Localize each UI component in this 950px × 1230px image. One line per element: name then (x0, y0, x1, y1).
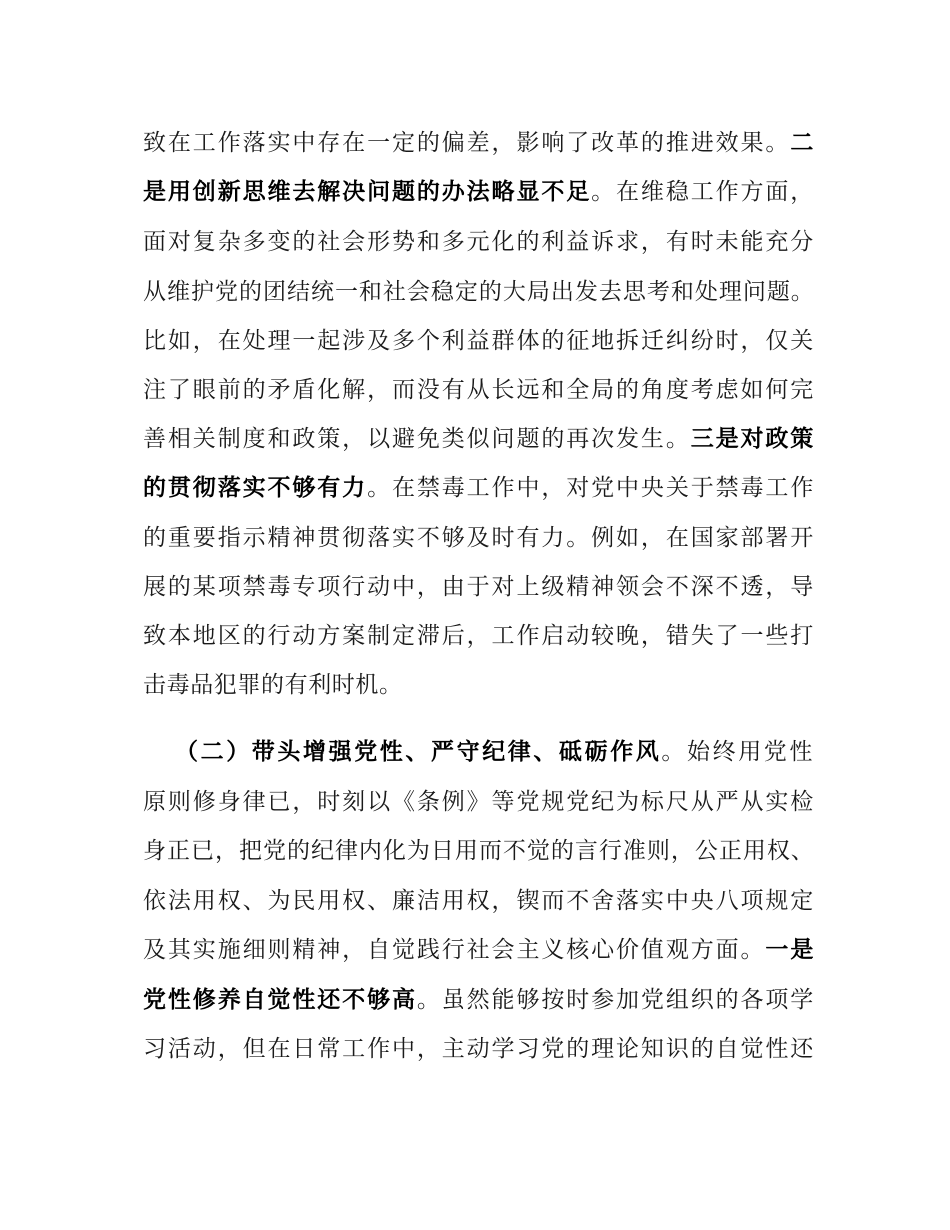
bold-segment: 三是对政策 (690, 426, 816, 452)
text-segment: 比如，在处理一起涉及多个利益群体的征地拆迁纠纷时，仅关 (143, 328, 816, 354)
text-line (143, 366, 815, 414)
text-segment: 善相关制度和政策，以避免类似问题的再次发生。 (143, 426, 691, 452)
text-line (143, 563, 815, 611)
text-line (175, 728, 815, 776)
text-line (143, 464, 815, 512)
text-line (143, 514, 815, 562)
text-segment: 的重要指示精神贯彻落实不够及时有力。例如，在国家部署开 (143, 525, 816, 551)
text-line (143, 926, 815, 974)
text-segment: 击毒品犯罪的有利时机。 (143, 672, 403, 698)
text-segment: 展的某项禁毒专项行动中，由于对上级精神领会不深不透，导 (143, 574, 816, 600)
text-line (143, 778, 815, 826)
text-line (143, 1025, 815, 1073)
section-heading: （二）带头增强党性、严守纪律、砥砺作风 (175, 739, 662, 765)
text-line (143, 119, 815, 167)
text-line (143, 661, 403, 709)
text-segment: 从维护党的团结统一和社会稳定的大局出发去思考和处理问题。 (143, 279, 815, 305)
text-segment: 面对复杂多变的社会形势和多元化的利益诉求，有时未能充分 (143, 229, 816, 255)
text-segment: 致在工作落实中存在一定的偏差，影响了改革的推进效果。 (143, 130, 791, 156)
text-segment: 依法用权、为民用权、廉洁用权，锲而不舍落实中央八项规定 (143, 888, 816, 914)
text-line (143, 268, 815, 316)
text-segment: 。始终用党性 (661, 739, 816, 765)
text-segment: 原则修身律已，时刻以《条例》等党规党纪为标尺从严从实检 (143, 789, 816, 815)
text-line (143, 827, 815, 875)
text-line (143, 168, 815, 216)
text-segment: 。虽然能够按时参加党组织的各项学 (416, 987, 816, 1013)
bold-segment: 二 (790, 130, 816, 156)
text-line (143, 218, 815, 266)
text-line (143, 317, 815, 365)
text-segment: 。在禁毒工作中，对党中央关于禁毒工作 (367, 475, 816, 501)
text-line (143, 976, 815, 1024)
text-segment: 。在维稳工作方面， (591, 179, 816, 205)
text-segment: 注了眼前的矛盾化解，而没有从长远和全局的角度考虑如何完 (143, 377, 816, 403)
bold-segment: 是用创新思维去解决问题的办法略显不足 (143, 179, 592, 205)
text-line (143, 612, 815, 660)
text-segment: 致本地区的行动方案制定滞后，工作启动较晚，错失了一些打 (143, 623, 816, 649)
bold-segment: 党性修养自觉性还不够高 (143, 987, 417, 1013)
text-segment: 身正已，把党的纪律内化为日用而不觉的言行准则，公正用权、 (143, 838, 815, 864)
bold-segment: 一是 (765, 937, 816, 963)
text-line (143, 877, 815, 925)
text-line (143, 415, 815, 463)
text-segment: 及其实施细则精神，自觉践行社会主义核心价值观方面。 (143, 937, 766, 963)
bold-segment: 的贯彻落实不够有力 (143, 475, 368, 501)
text-segment: 习活动，但在日常工作中，主动学习党的理论知识的自觉性还 (143, 1036, 816, 1062)
